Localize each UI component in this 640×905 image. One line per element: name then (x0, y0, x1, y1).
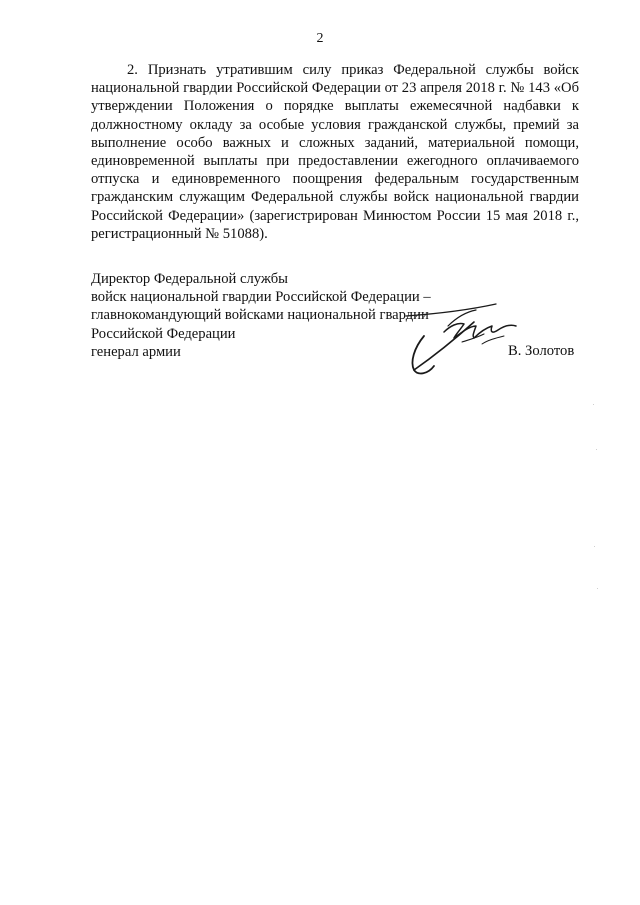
handwritten-signature (404, 296, 522, 378)
signatory-title-line-1: Директор Федеральной службы (91, 271, 288, 287)
body-paragraph: 2. Признать утратившим силу приказ Федеральной службы войск национальной гвардии Российской Федерации от 23 апреля 2018 г. № 143 «Об утверждении Положения о порядке выплаты ежемесячной надбавки к должностному окладу за особые условия гражданской службы, премий за выполнение особо важных и сложных заданий, материальной помощи, единовременной выплаты при предоставлении ежегодного оплачиваемого отпуска и единовременного поощрения федеральным государственным гражданским служащим Федеральной службы войск национальной гвардии Российской Федерации» (зарегистрирован Минюстом России 15 мая 2018 г., регистрационный № 51088). (91, 62, 579, 242)
scan-artifact (594, 546, 595, 547)
signatory-title-line-3: главнокомандующий войсками национальной гвардии (91, 307, 429, 324)
scan-artifact (597, 588, 598, 589)
signatory-title-line-2: войск национальной гвардии Российской Федерации – (91, 289, 431, 306)
scan-artifact (596, 449, 597, 450)
page-number: 2 (316, 31, 324, 46)
signer-name: В. Золотов (508, 343, 575, 359)
signatory-rank: генерал армии (91, 343, 181, 360)
signatory-title-line-4: Российской Федерации (91, 325, 236, 342)
scan-artifact (593, 404, 594, 405)
